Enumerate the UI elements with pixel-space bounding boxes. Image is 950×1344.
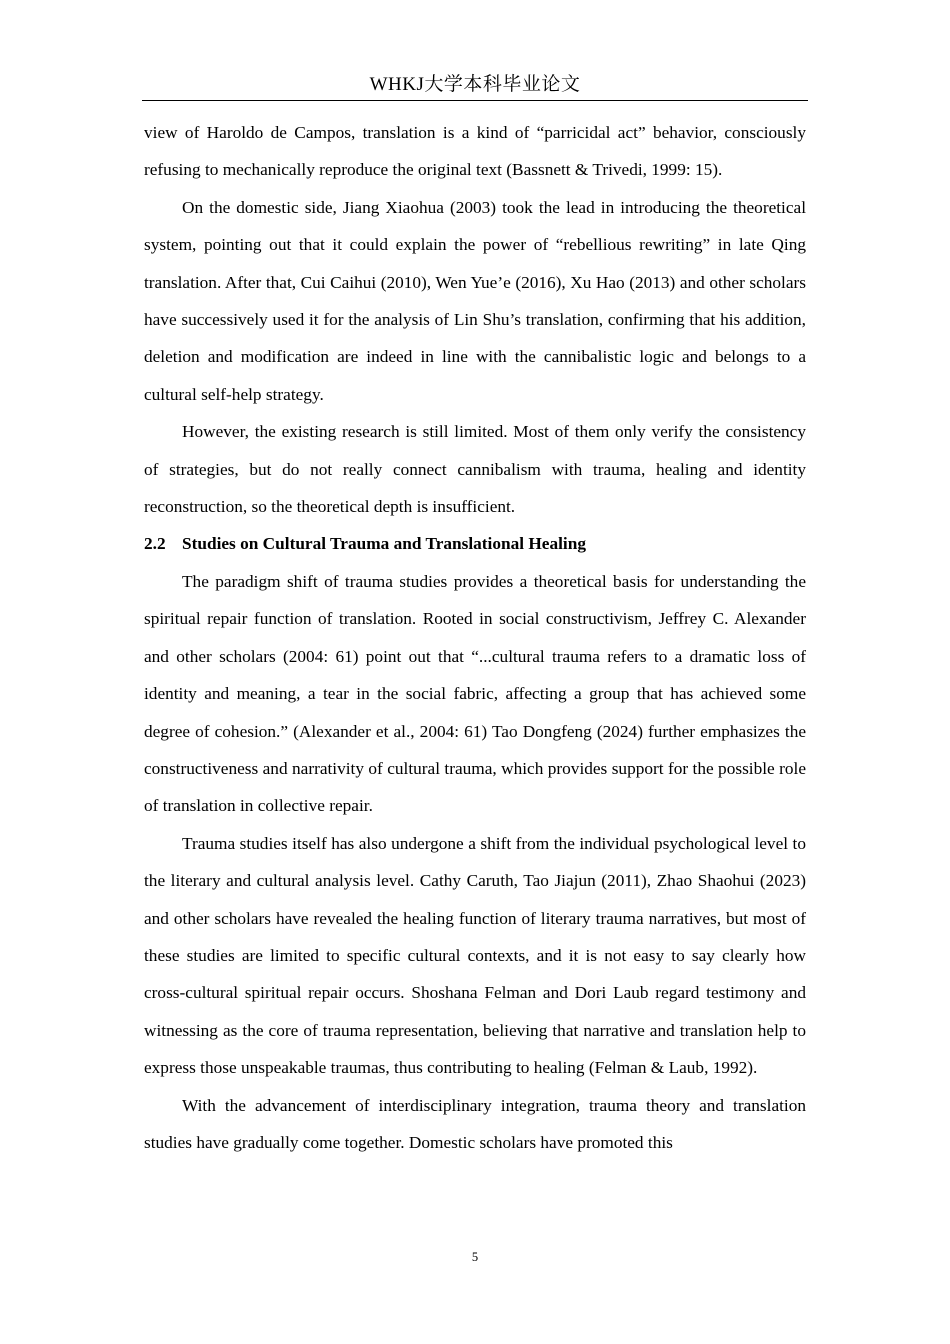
section-number: 2.2 xyxy=(144,534,166,554)
paragraph-interdisciplinary: With the advancement of interdisciplinary integration, trauma theory and translation studies have gradually come together. Domestic scholars have promoted this xyxy=(144,1095,806,1152)
paragraph-domestic-research: On the domestic side, Jiang Xiaohua (2003) took the lead in introducing the theoretical system, pointing out that it could explain the power of “rebellious rewriting” in late Qing translation. After that, Cui Caihui (2010), Wen Yue’e (2016), Xu Hao (2013) and other scholars have successively used it for the analysis of Lin Shu’s translation, confirming that his addition, deletion and modification are indeed in line with the cannibalistic logic and belongs to a cultural self-help strategy. xyxy=(144,197,806,404)
page-body xyxy=(144,114,806,1161)
page-number: 5 xyxy=(471,1250,479,1264)
running-header: WHKJ大学本科毕业论文 xyxy=(369,74,581,95)
paragraph-paradigm-shift: The paradigm shift of trauma studies provides a theoretical basis for understanding the spiritual repair function of translation. Rooted in social constructivism, Jeffrey C. Alexander and other scholars (2004: 61) point out that “...cultural trauma refers to a dramatic loss of identity and meaning, a tear in the social fabric, affecting a group that has achieved some degree of cohesion.” (Alexander et al., 2004: 61) Tao Dongfeng (2024) further emphasizes the constructiveness and narrativity of cultural trauma, which provides support for the possible role of translation in collective repair. xyxy=(144,571,806,816)
section-heading xyxy=(144,525,806,562)
paragraph-research-limits: However, the existing research is still limited. Most of them only verify the consistency of strategies, but do not really connect cannibalism with trauma, healing and identity reconstruction, so the theoretical depth is insufficient. xyxy=(144,422,806,517)
paragraph-continuation: view of Haroldo de Campos, translation is a kind of “parricidal act” behavior, consciously refusing to mechanically reproduce the original text (Bassnett & Trivedi, 1999: 15). xyxy=(144,123,806,180)
header-rule xyxy=(142,100,808,101)
paragraph-trauma-studies-shift: Trauma studies itself has also undergone a shift from the individual psychological level to the literary and cultural analysis level. Cathy Caruth, Tao Jiajun (2011), Zhao Shaohui (2023) and other scholars have revealed the healing function of literary trauma narratives, but most of these studies are limited to specific cultural contexts, and it is not easy to say clearly how cross-cultural spiritual repair occurs. Shoshana Felman and Dori Laub regard testimony and witnessing as the core of trauma representation, believing that narrative and translation help to express those unspeakable traumas, thus contributing to healing (Felman & Laub, 1992). xyxy=(144,833,806,1078)
section-title: Studies on Cultural Trauma and Translational Healing xyxy=(182,534,586,554)
